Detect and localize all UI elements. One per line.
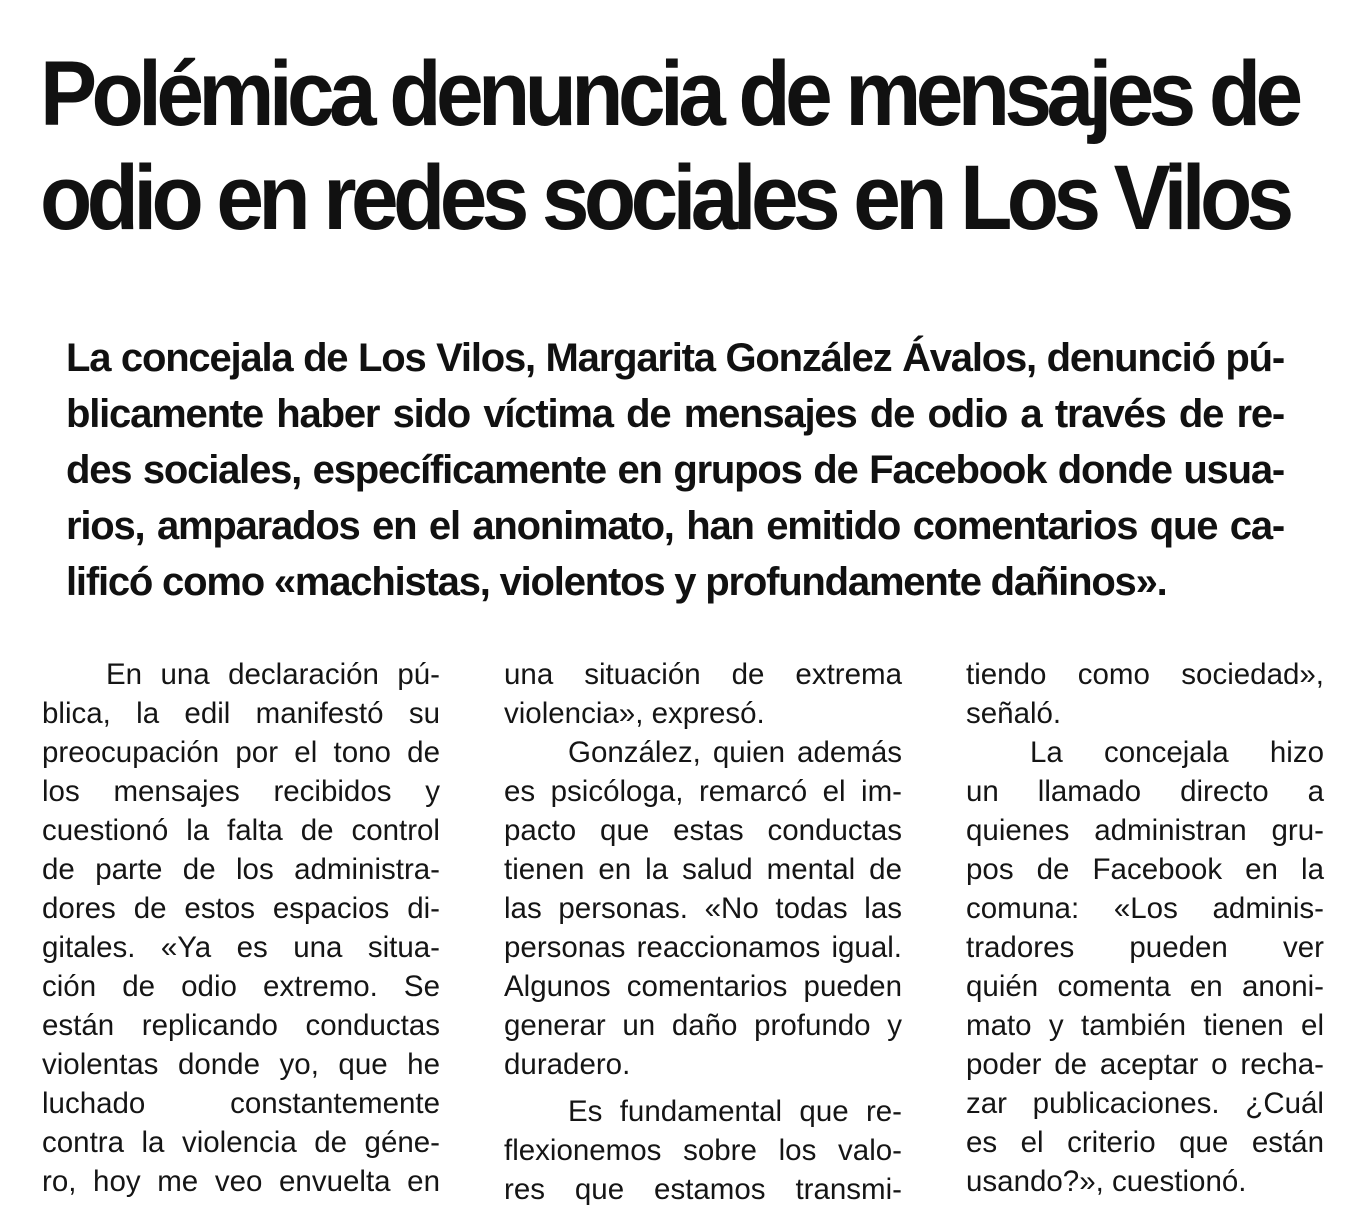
body-line: generar un daño profundo y — [504, 1009, 902, 1042]
body-line: violentas donde yo, que he — [42, 1048, 440, 1081]
lede-line: La concejala de Los Vilos, Margarita González Ávalos, denunció pú- — [66, 336, 1284, 380]
body-line: tradores pueden ver — [966, 931, 1324, 964]
body-line: violencia», expresó. — [504, 697, 765, 730]
body-line: pos de Facebook en la — [966, 853, 1324, 886]
body-line: preocupación por el tono de — [42, 736, 440, 769]
headline-line: Polémica denuncia de mensajes de — [40, 43, 1298, 145]
lede-line: blicamente haber sido víctima de mensajes de odio a través de re- — [66, 392, 1284, 436]
body-line: están replicando conductas — [42, 1009, 440, 1042]
body-line: contra la violencia de géne- — [42, 1126, 440, 1159]
body-line: de parte de los administra- — [42, 853, 440, 886]
body-line: las personas. «No todas las — [504, 892, 902, 925]
body-line: flexionemos sobre los valo- — [504, 1134, 902, 1167]
body-line: cuestionó la falta de control — [42, 814, 440, 847]
lede-paragraph — [66, 330, 1284, 610]
body-line: un llamado directo a — [966, 775, 1324, 808]
body-line: ción de odio extremo. Se — [42, 970, 440, 1003]
body-line: pacto que estas conductas — [504, 814, 902, 847]
body-line: poder de aceptar o recha- — [966, 1048, 1324, 1081]
body-line: usando?», cuestionó. — [966, 1165, 1247, 1198]
lede-line: lificó como «machistas, violentos y profundamente dañinos». — [66, 560, 1167, 604]
body-line: duradero. — [504, 1048, 631, 1081]
body-line: es psicóloga, remarcó el im- — [504, 775, 902, 808]
body-line: es el criterio que están — [966, 1126, 1324, 1159]
body-line: comuna: «Los adminis- — [966, 892, 1324, 925]
lede-line: rios, amparados en el anonimato, han emitido comentarios que ca- — [66, 504, 1284, 548]
body-line: señaló. — [966, 697, 1062, 730]
body-line: blica, la edil manifestó su — [42, 697, 440, 730]
body-line: personas reaccionamos igual. — [504, 931, 902, 964]
lede-line: des sociales, específicamente en grupos de Facebook donde usua- — [66, 448, 1284, 492]
body-line: res que estamos transmi- — [504, 1173, 902, 1206]
body-line: una situación de extrema — [504, 658, 902, 691]
body-line: tienen en la salud mental de — [504, 853, 902, 886]
body-line: luchado constantemente — [42, 1087, 440, 1120]
headline — [40, 42, 1298, 250]
body-line: tiendo como sociedad», — [966, 658, 1324, 691]
body-line: Es fundamental que re- — [568, 1095, 902, 1128]
body-line: dores de estos espacios di- — [42, 892, 440, 925]
body-column-2 — [504, 655, 902, 1209]
body-column-3 — [966, 655, 1324, 1201]
body-line: quién comenta en anoni- — [966, 970, 1324, 1003]
body-line: zar publicaciones. ¿Cuál — [966, 1087, 1324, 1120]
body-line: quienes administran gru- — [966, 814, 1324, 847]
body-line: La concejala hizo — [1030, 736, 1324, 769]
body-line: ro, hoy me veo envuelta en — [42, 1165, 440, 1198]
body-line: gitales. «Ya es una situa- — [42, 931, 440, 964]
body-line: En una declaración pú- — [106, 658, 440, 691]
body-column-1 — [42, 655, 440, 1201]
body-line: Algunos comentarios pueden — [504, 970, 902, 1003]
headline-line: odio en redes sociales en Los Vilos — [40, 147, 1289, 249]
body-line: González, quien además — [568, 736, 902, 769]
body-line: los mensajes recibidos y — [42, 775, 440, 808]
body-line: mato y también tienen el — [966, 1009, 1324, 1042]
